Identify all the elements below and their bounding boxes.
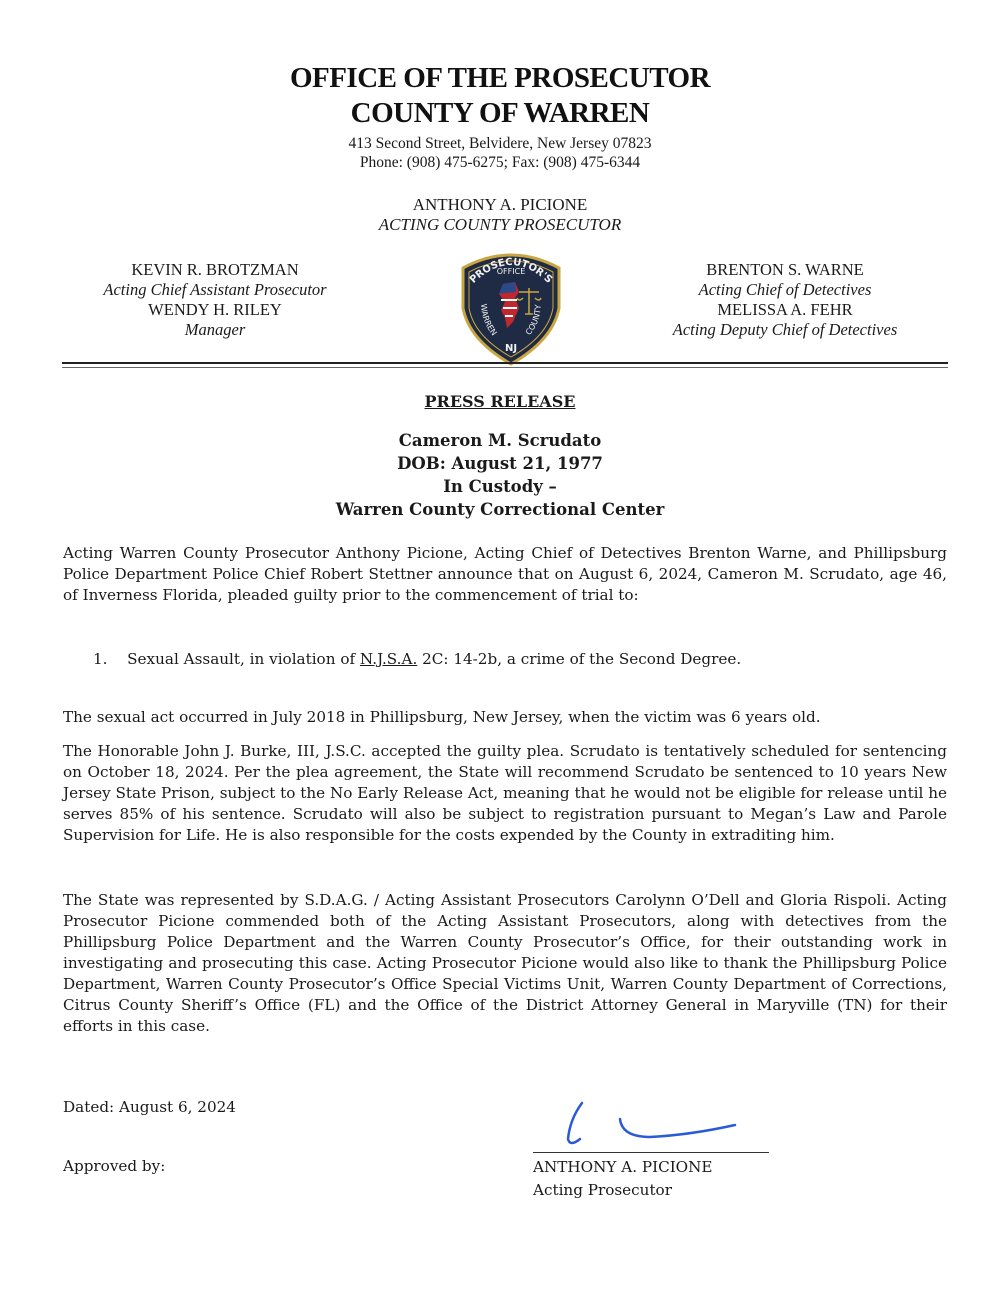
prosecutor-title: ACTING COUNTY PROSECUTOR [378, 215, 622, 234]
release-subject [0, 429, 1000, 521]
subject-line: Warren County Correctional Center [335, 500, 665, 519]
staff-left [70, 260, 360, 340]
staff-title: Manager [184, 320, 246, 339]
charge-degree: 2C: 14-2b, a crime of the Second Degree. [417, 650, 742, 668]
sentencing-paragraph: The Honorable John J. Burke, III, J.S.C. accepted the guilty plea. Scrudato is tentatively scheduled for sentencing on October 18, 2024. Per the plea agreement, the State will recommend Scrudato be sentenced to 10 years New Jersey State Prison, subject to the No Early Release Act, meaning that he would not be eligible for release until he serves 85% of his sentence. Scrudato will also be subject to registration pursuant to Megan’s Law and Parole Supervision for Life. He is also responsible for the costs expended by the County in extraditing him. [63, 742, 947, 844]
signer-name: ANTHONY A. PICIONE [533, 1158, 713, 1176]
staff-name: BRENTON S. WARNE [706, 260, 864, 279]
badge-top-text: PROSECUTOR'S [467, 256, 555, 286]
staff-title: Acting Chief of Detectives [698, 280, 872, 299]
prosecutor-name: ANTHONY A. PICIONE [412, 195, 588, 214]
staff-title: Acting Chief Assistant Prosecutor [103, 280, 327, 299]
office-phone: Phone: (908) 475-6275; Fax: (908) 475-6344 [359, 154, 641, 171]
intro-paragraph: Acting Warren County Prosecutor Anthony Picione, Acting Chief of Detectives Brenton Warne, and Phillipsburg Police Department Police Chief Robert Stettner announce that on August 6, 2024, Cameron M. Scrudato, age 46, of Inverness Florida, pleaded guilty prior to the commencement of trial to: [63, 544, 947, 604]
charge-number: 1. [93, 650, 108, 668]
dated-line: Dated: August 6, 2024 [63, 1098, 236, 1116]
approved-by-label: Approved by: [63, 1157, 166, 1175]
header-divider [62, 362, 948, 364]
header-divider-thin [62, 367, 948, 368]
subject-line: Cameron M. Scrudato [398, 431, 602, 450]
charge-item [93, 650, 741, 668]
badge-office-text: OFFICE [496, 267, 526, 276]
press-release-heading: PRESS RELEASE [424, 392, 576, 411]
signature [530, 1095, 780, 1155]
staff-name: MELISSA A. FEHR [717, 300, 853, 319]
staff-title: Acting Deputy Chief of Detectives [672, 320, 898, 339]
staff-right [645, 260, 925, 340]
subject-line: DOB: August 21, 1977 [397, 454, 603, 473]
staff-name: WENDY H. RILEY [148, 300, 282, 319]
prosecutor-badge-logo [453, 248, 569, 366]
badge-right-text: COUNTY [523, 304, 543, 337]
charge-text: Sexual Assault, in violation of [127, 650, 360, 668]
badge-bottom-text: NJ [504, 343, 518, 354]
occurred-paragraph: The sexual act occurred in July 2018 in Phillipsburg, New Jersey, when the victim was 6 years old. [63, 708, 821, 726]
office-title: OFFICE OF THE PROSECUTOR [289, 62, 711, 94]
staff-name: KEVIN R. BROTZMAN [131, 260, 299, 279]
charge-statute: N.J.S.A. [359, 650, 418, 668]
signature-line [533, 1152, 769, 1153]
office-address: 413 Second Street, Belvidere, New Jersey 07823 [348, 135, 652, 152]
county-title: COUNTY OF WARREN [350, 97, 650, 129]
badge-left-text: WARREN [479, 303, 499, 338]
subject-line: In Custody – [443, 477, 557, 496]
represented-paragraph: The State was represented by S.D.A.G. / Acting Assistant Prosecutors Carolynn O’Dell and Gloria Rispoli. Acting Prosecutor Picione commended both of the Acting Assistant Prosecutors, along with detectives from the Phillipsburg Police Department and the Warren County Prosecutor’s Office, for their outstanding work in investigating and prosecuting this case. Acting Prosecutor Picione would also like to thank the Phillipsburg Police Department, Warren County Prosecutor’s Office Special Victims Unit, Warren County Department of Corrections, Citrus County Sheriff’s Office (FL) and the Office of the District Attorney General in Maryville (TN) for their efforts in this case. [63, 891, 947, 1035]
signer-title: Acting Prosecutor [533, 1181, 672, 1199]
